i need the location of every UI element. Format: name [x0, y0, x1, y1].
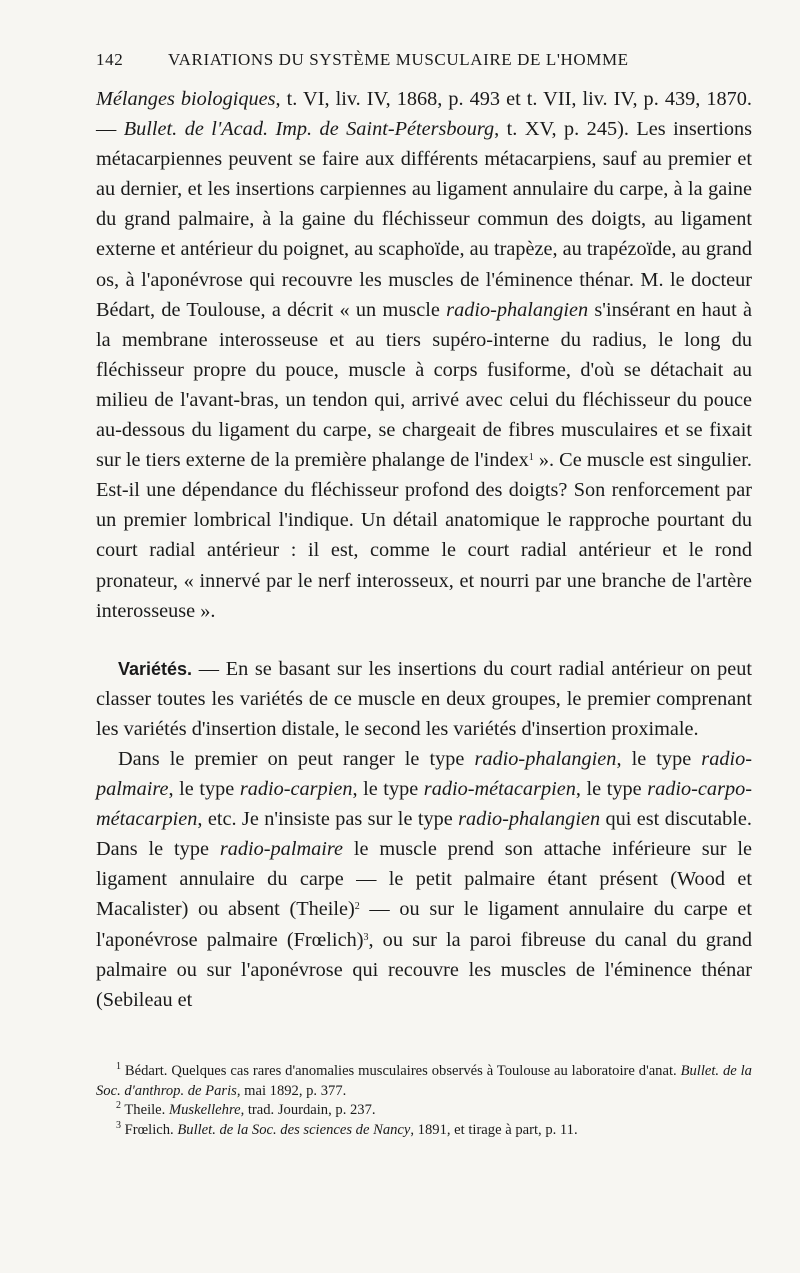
italic-text: Mélanges biologiques [96, 88, 276, 110]
footnote-mark: 3 [116, 1119, 121, 1131]
footnote-text: Frœlich. [121, 1121, 178, 1138]
footnote-text: , mai 1892, p. 377. [236, 1082, 347, 1099]
text-run: , t. VI, liv. IV, 1868, p. 493 et t. VII, liv. IV, p. 439, 1870. — [96, 88, 752, 141]
text-run: , le type [616, 747, 702, 770]
text-run: , etc. Je n'insiste pas sur le type [197, 808, 459, 831]
text-run: — En se basant sur les insertions du court radial antérieur on peut classer toutes les variétés de ce muscle en deux groupes, le premier comprenant les variétés d'insertion distale, le second les variétés d'insertion proximale. [96, 657, 752, 740]
footnote [96, 1062, 752, 1101]
footnote-italic: Muskellehre [168, 1102, 241, 1118]
text-run: le muscle prend son attache inférieure sur le ligament annulaire du carpe — le petit palmaire étant présent (Wood et Macalister) ou absent (Theile) [96, 838, 753, 921]
footnote-ref: 2 [354, 901, 360, 913]
running-title: VARIATIONS DU SYSTÈME MUSCULAIRE DE L'HOMME [168, 50, 629, 69]
footnote-ref: 1 [528, 452, 534, 464]
text-run: , le type [168, 778, 240, 801]
footnote-mark: 2 [116, 1100, 121, 1111]
text-run: ». Ce muscle est singulier. Est-il une dépendance du fléchisseur profond des doigts? Son renforcement par un premier lombrical l'indique. Un détail anatomique le rapproche pourtant du court radial antérieur : il est, comme le court radial antérieur et le rond pronateur, « innervé par le nerf interosseux, et nourri par une branche de l'artère interosseuse ». [96, 449, 753, 622]
footnote-text: , trad. Jourdain, p. 237. [240, 1102, 376, 1118]
footnote-italic: Bullet. de la Soc. d'anthrop. de Paris [96, 1063, 752, 1099]
italic-text: radio-carpien [239, 778, 353, 801]
italic-text: radio-palmaire [219, 838, 344, 861]
text-run: Dans le premier on peut ranger le type [118, 747, 475, 770]
section-heading: Variétés. [118, 658, 193, 679]
italic-text: radio-palmaire [96, 747, 752, 801]
italic-text: Bullet. de l'Acad. Imp. de Saint-Pétersbourg [123, 118, 495, 141]
footnote-mark: 1 [116, 1061, 121, 1072]
italic-text: radio-phalangien [446, 298, 589, 321]
footnote-italic: Bullet. de la Soc. des sciences de Nancy [177, 1121, 411, 1138]
paragraph-varietes [96, 654, 752, 744]
italic-text: radio-métacarpien [423, 778, 576, 801]
footnotes [96, 1062, 752, 1140]
italic-text: radio-phalangien [458, 808, 601, 831]
paragraph-types [96, 744, 752, 1015]
footnote-text: Bédart. Quelques cas rares d'anomalies musculaires observés à Toulouse au laboratoire d'anat. [121, 1063, 681, 1079]
text-run: , le type [575, 778, 648, 801]
page-number: 142 [96, 50, 124, 69]
italic-text: radio-carpo-métacarpien [96, 778, 752, 831]
footnote [96, 1101, 752, 1121]
running-head [96, 50, 756, 70]
text-run: qui est discutable. Dans le type [96, 808, 752, 861]
paragraph-continued [96, 84, 752, 626]
text-run: — ou sur le ligament annulaire du carpe et l'aponévrose palmaire (Frœlich) [96, 898, 752, 951]
text-run: s'insérant en haut à la membrane interosseuse et au tiers supéro-interne du radius, le long du fléchisseur propre du pouce, muscle à corps fusiforme, d'où se détachait au milieu de l'avant-bras, un tendon qui, arrivé avec celui du fléchisseur du pouce au-dessous du ligament du carpe, se chargeait de fibres musculaires et se fixait sur le tiers externe de la première phalange de l'index [96, 298, 752, 472]
italic-text: radio-phalangien [474, 747, 617, 770]
text-run: , ou sur la paroi fibreuse du canal du grand palmaire ou sur l'aponévrose qui recouvre les muscles de l'éminence thénar (Sebileau et [96, 928, 752, 1011]
body-text [96, 84, 752, 1015]
footnote [96, 1121, 752, 1141]
text-run: , le type [352, 778, 424, 801]
footnote-text: Theile. [121, 1102, 169, 1118]
text-run: , t. XV, p. 245). Les insertions métacarpiennes peuvent se faire aux différents métacarpiens, sauf au premier et au dernier, et les insertions carpiennes au ligament annulaire du carpe, à la gaine du grand palmaire, à la gaine du fléchisseur commun des doigts, au ligament externe et antérieur du poignet, au scaphoïde, au trapèze, au trapézoïde, au grand os, à l'aponévrose qui recouvre les muscles de l'éminence thénar. M. le docteur Bédart, de Toulouse, a décrit « un muscle [96, 118, 752, 321]
footnote-ref: 3 [363, 931, 369, 943]
footnote-text: , 1891, et tirage à part, p. 11. [410, 1121, 578, 1138]
